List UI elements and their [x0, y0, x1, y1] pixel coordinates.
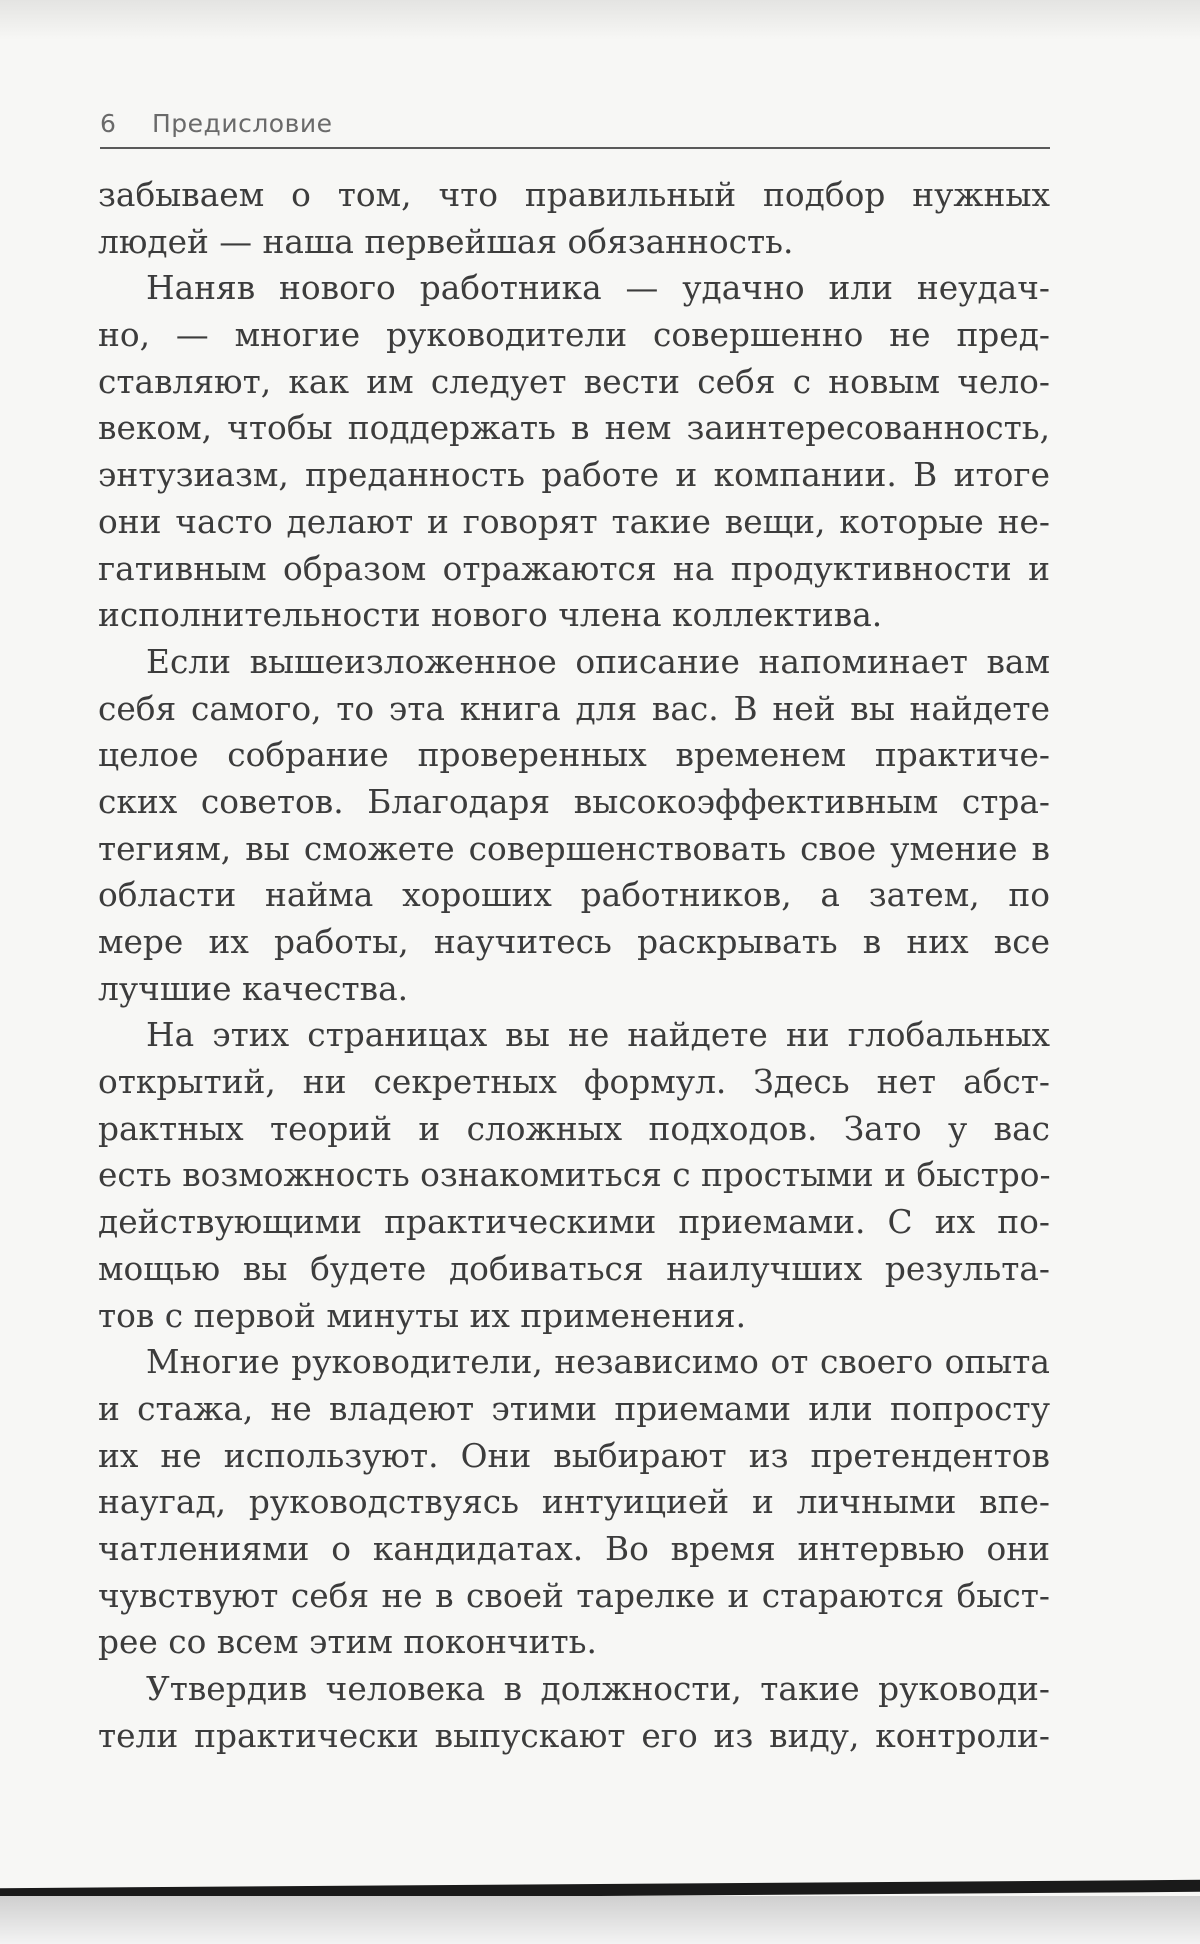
text-line: и стажа, не владеют этими приемами или попросту: [98, 1389, 1050, 1428]
text-line: области найма хороших работников, а затем, по: [98, 876, 1050, 915]
text-line: исполнительности нового члена коллектива.: [98, 596, 883, 635]
page-header: [100, 103, 1050, 149]
text-line: наугад, руководствуясь интуицией и личными впе-: [98, 1483, 1050, 1522]
running-head: Предисловие: [152, 109, 333, 138]
text-line: мощью вы будете добиваться наилучших результа-: [98, 1249, 1050, 1288]
page-number: 6: [100, 109, 117, 138]
text-line: людей — наша первейшая обязанность.: [98, 222, 794, 261]
text-line: тов с первой минуты их применения.: [98, 1296, 747, 1335]
text-line: тели практически выпускают его из виду, контроли-: [98, 1716, 1050, 1755]
paragraph: [98, 1012, 1050, 1339]
paragraph: [98, 1666, 1050, 1759]
text-line: действующими практическими приемами. С их по-: [98, 1203, 1050, 1242]
text-line: Наняв нового работника — удачно или неудач-: [146, 269, 1050, 308]
text-line: Если вышеизложенное описание напоминает вам: [146, 642, 1050, 681]
text-line: Утвердив человека в должности, такие руководи-: [146, 1670, 1050, 1708]
text-line: чувствуют себя не в своей тарелке и стараются быст-: [98, 1576, 1050, 1615]
text-line: есть возможность ознакомиться с простыми и быстро-: [98, 1156, 1051, 1195]
scan-top-shadow: [0, 0, 1200, 40]
text-line: гативным образом отражаются на продуктивности и: [98, 549, 1050, 588]
text-line: рее со всем этим покончить.: [98, 1623, 597, 1662]
text-line: но, — многие руководители совершенно не пред-: [98, 316, 1050, 355]
text-line: Многие руководители, независимо от своего опыта: [146, 1343, 1050, 1382]
text-line: они часто делают и говорят такие вещи, которые не-: [98, 502, 1050, 541]
text-line: веком, чтобы поддержать в нем заинтересованность,: [98, 409, 1050, 448]
text-line: открытий, ни секретных формул. Здесь нет абст-: [98, 1063, 1050, 1102]
text-line: тегиям, вы сможете совершенствовать свое умение в: [98, 829, 1050, 868]
scan-bottom-shadow: [0, 1896, 1200, 1944]
text-line: ских советов. Благодаря высокоэффективным стра-: [98, 782, 1050, 821]
body-text: [98, 172, 1050, 1759]
text-line: себя самого, то эта книга для вас. В ней вы найдете: [98, 689, 1050, 728]
text-line: забываем о том, что правильный подбор нужных: [98, 176, 1050, 214]
paragraph: [98, 1339, 1050, 1666]
paragraph: [98, 639, 1050, 1013]
text-line: лучшие качества.: [98, 969, 409, 1008]
text-line: мере их работы, научитесь раскрывать в них все: [98, 923, 1050, 961]
text-line: чатлениями о кандидатах. Во время интервью они: [98, 1529, 1050, 1568]
paragraph: [98, 172, 1050, 265]
text-line: энтузиазм, преданность работе и компании. В итоге: [98, 456, 1050, 495]
text-line: рактных теорий и сложных подходов. Зато у вас: [98, 1109, 1050, 1148]
text-line: их не используют. Они выбирают из претендентов: [98, 1436, 1050, 1475]
paragraph: [98, 265, 1050, 639]
text-line: На этих страницах вы не найдете ни глобальных: [146, 1016, 1050, 1055]
text-line: целое собрание проверенных временем практиче-: [98, 736, 1050, 775]
text-line: ставляют, как им следует вести себя с новым чело-: [98, 362, 1050, 401]
